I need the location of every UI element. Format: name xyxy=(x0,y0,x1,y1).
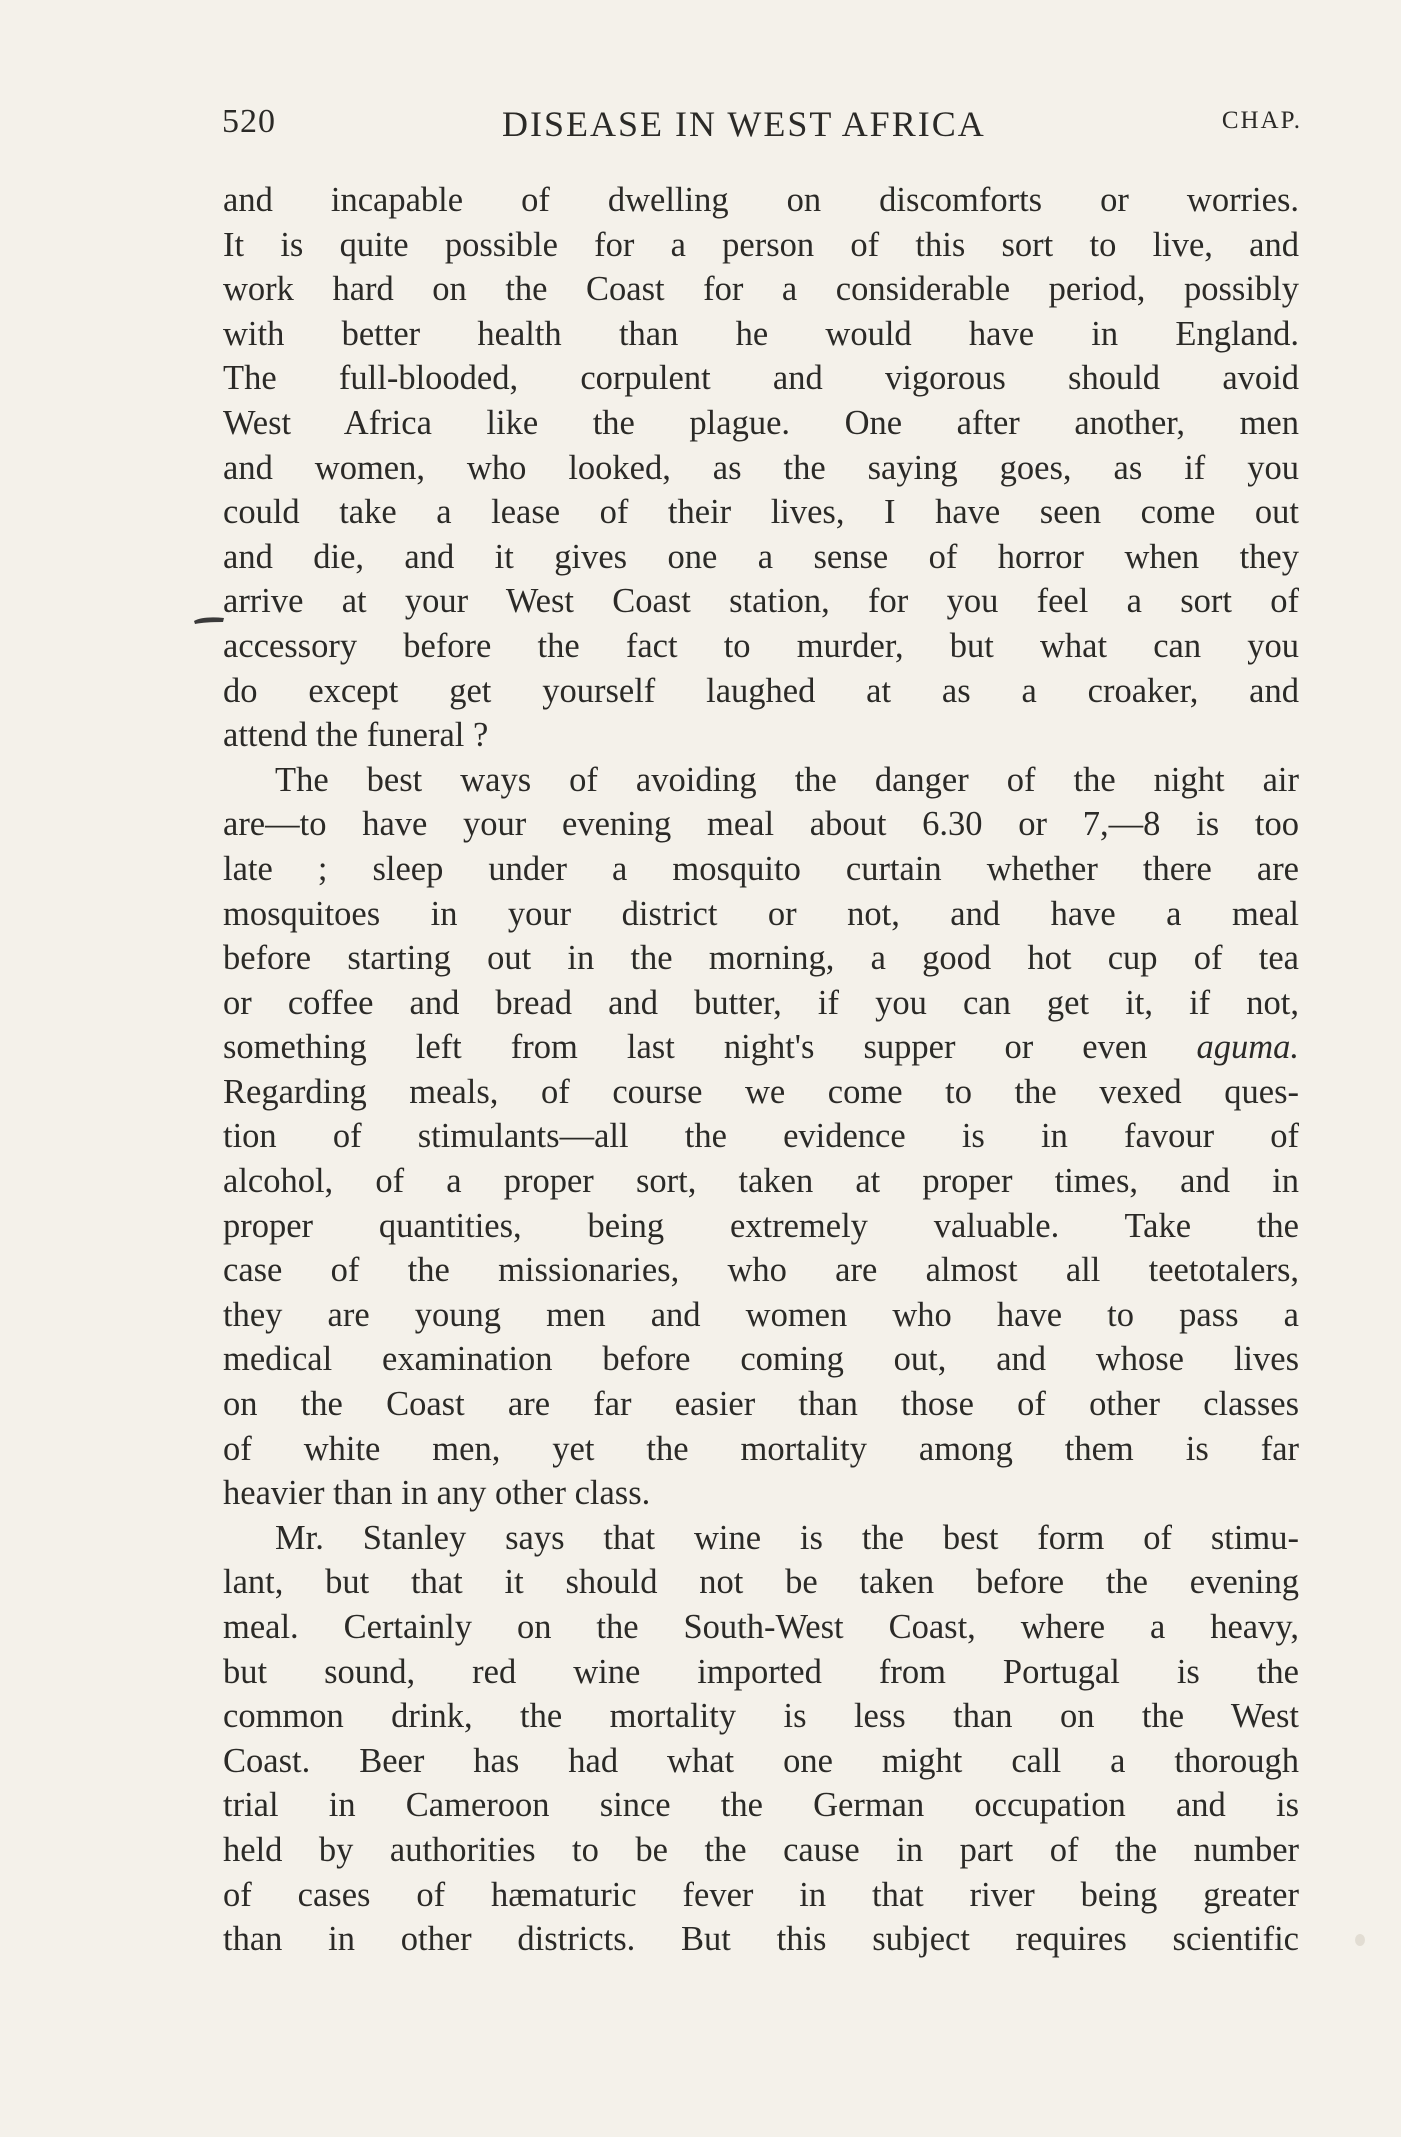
text-line: mosquitoes in your district or not, and have a meal xyxy=(223,894,1299,933)
text-line: and die, and it gives one a sense of horror when they xyxy=(223,537,1299,576)
text-line: attend the funeral ? xyxy=(223,716,489,755)
text-line: of cases of hæmaturic fever in that river being greater xyxy=(223,1875,1299,1914)
text-line: Coast. Beer has had what one might call a thorough xyxy=(223,1741,1299,1780)
text-line: of white men, yet the mortality among them is far xyxy=(223,1429,1299,1468)
text-line: heavier than in any other class. xyxy=(223,1474,651,1513)
text-line: proper quantities, being extremely valuable. Take the xyxy=(223,1206,1299,1245)
text-line: are—to have your evening meal about 6.30 or 7,—8 is too xyxy=(223,805,1299,844)
italic-word: aguma. xyxy=(1196,1028,1299,1067)
text-line: common drink, the mortality is less than on the West xyxy=(223,1697,1299,1736)
text-line: The full-blooded, corpulent and vigorous should avoid xyxy=(223,359,1299,398)
text-line: they are young men and women who have to pass a xyxy=(223,1295,1299,1334)
chapter-label: CHAP. xyxy=(1221,107,1302,134)
text-line: with better health than he would have in England. xyxy=(223,314,1299,353)
running-title: DISEASE IN WEST AFRICA xyxy=(502,104,986,144)
text-line: tion of stimulants—all the evidence is in favour of xyxy=(223,1117,1299,1156)
text-line: arrive at your West Coast station, for you feel a sort of xyxy=(223,582,1299,621)
text-line: but sound, red wine imported from Portugal is the xyxy=(223,1652,1299,1691)
text-line: or coffee and bread and butter, if you can get it, if not, xyxy=(223,983,1299,1022)
text-line: work hard on the Coast for a considerable period, possibly xyxy=(223,270,1299,309)
text-line: than in other districts. But this subject requires scientific xyxy=(223,1920,1299,1959)
page-number: 520 xyxy=(222,103,276,140)
text-line: do except get yourself laughed at as a croaker, and xyxy=(223,671,1299,710)
text-line: and incapable of dwelling on discomforts or worries. xyxy=(223,181,1299,219)
text-line: before starting out in the morning, a good hot cup of tea xyxy=(223,939,1299,978)
text-line: held by authorities to be the cause in part of the number xyxy=(223,1830,1299,1869)
text-line: It is quite possible for a person of this sort to live, and xyxy=(223,225,1299,264)
text-line: lant, but that it should not be taken before the evening xyxy=(223,1563,1299,1602)
paragraph-start-line: Mr. Stanley says that wine is the best form of stimu- xyxy=(275,1518,1299,1557)
text-line: accessory before the fact to murder, but what can you xyxy=(223,626,1299,665)
text-line: alcohol, of a proper sort, taken at proper times, and in xyxy=(223,1162,1299,1201)
text-segment: something left from last night's supper or even xyxy=(223,1028,1148,1067)
text-line: meal. Certainly on the South-West Coast, where a heavy, xyxy=(223,1608,1299,1646)
body-text xyxy=(223,178,1299,1962)
paper-speck xyxy=(1355,1934,1365,1946)
text-line: and women, who looked, as the saying goes, as if you xyxy=(223,448,1299,487)
text-line: could take a lease of their lives, I have seen come out xyxy=(223,493,1299,532)
text-line: medical examination before coming out, and whose lives xyxy=(223,1340,1299,1379)
text-line: Regarding meals, of course we come to the vexed ques- xyxy=(223,1072,1299,1111)
text-line: case of the missionaries, who are almost all teetotalers, xyxy=(223,1251,1299,1290)
text-line: trial in Cameroon since the German occupation and is xyxy=(223,1786,1299,1825)
text-line: late ; sleep under a mosquito curtain whether there are xyxy=(223,849,1299,888)
text-line: West Africa like the plague. One after another, men xyxy=(223,403,1299,442)
text-line: on the Coast are far easier than those of other classes xyxy=(223,1385,1299,1424)
margin-pen-mark xyxy=(193,613,225,625)
text-line-with-italic xyxy=(223,1025,1299,1070)
paragraph-start-line: The best ways of avoiding the danger of the night air xyxy=(275,760,1299,799)
running-header xyxy=(222,103,1312,153)
